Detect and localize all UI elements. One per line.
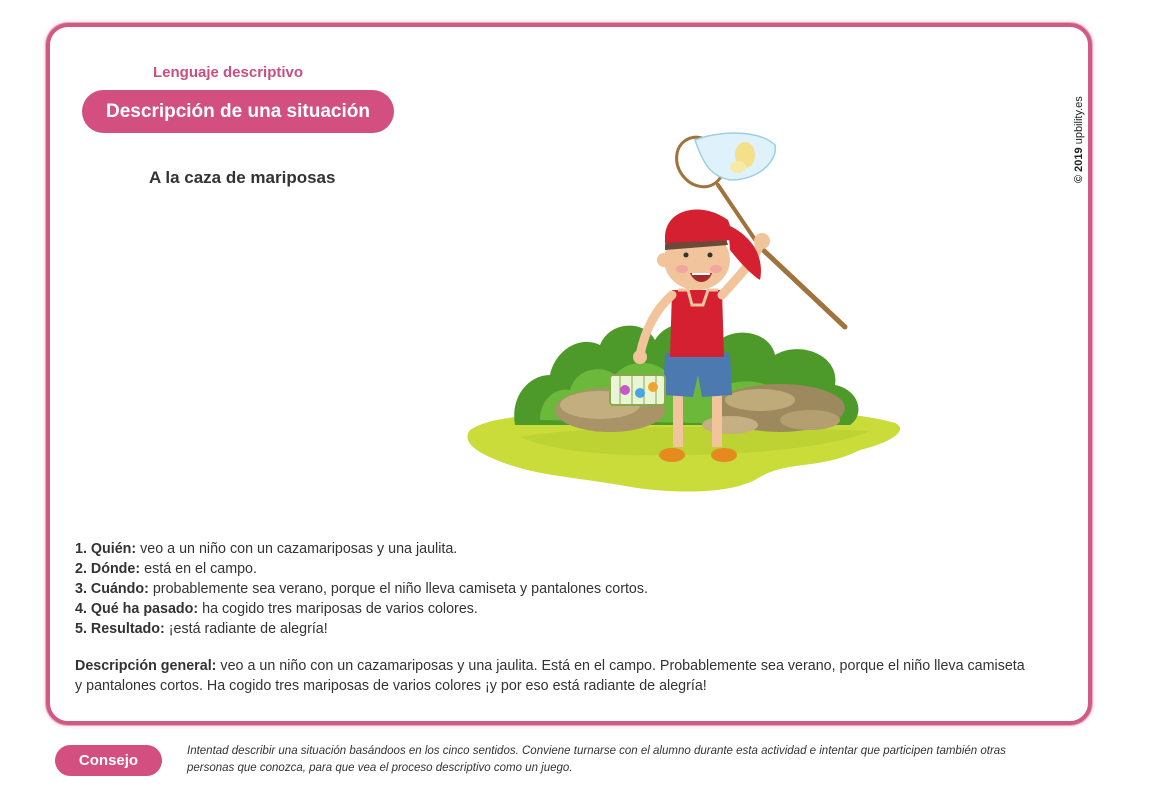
general-description [75,656,1035,696]
copyright-brand: upbility.es [1073,96,1085,145]
boy-catching-butterflies-illustration [460,125,910,510]
step-text: ha cogido tres mariposas de varios colores. [202,601,478,617]
step-label: 5. Resultado: [75,621,165,637]
copyright-year: © 2019 [1073,147,1085,183]
step-text: veo a un niño con un cazamariposas y una jaulita. [140,541,458,557]
tip-text: Intentad describir una situación basándoos en los cinco sentidos. Conviene turnarse con el alumno durante esta actividad e intentar que participen también otras personas que conozca, para que vea el proceso descriptivo como un juego. [187,745,1006,774]
list-item [75,579,648,599]
general-description-label: Descripción general: [75,658,217,674]
worksheet-subtitle: Lenguaje descriptivo [153,64,304,81]
step-label: 1. Quién: [75,541,137,557]
list-item [75,619,648,639]
list-item [75,559,648,579]
general-description-text: veo a un niño con un cazamariposas y una jaulita. Está en el campo. Probablemente sea verano, porque el niño lleva camiseta y pantalones cortos. Ha cogido tres mariposas de varios colores ¡y por eso está radiante de alegría! [75,658,1025,694]
step-text: probablemente sea verano, porque el niño lleva camiseta y pantalones cortos. [152,581,648,597]
worksheet-title-badge: Descripción de una situación [82,90,394,133]
tip-badge: Consejo [55,745,162,776]
guided-steps-list [75,539,648,639]
step-label: 2. Dónde: [75,561,141,577]
list-item [75,599,648,619]
step-text: está en el campo. [144,561,257,577]
story-title: A la caza de mariposas [149,168,336,187]
step-label: 4. Qué ha pasado: [75,601,199,617]
list-item [75,539,648,559]
copyright-notice [1073,96,1085,183]
step-text: ¡está radiante de alegría! [168,621,328,637]
step-label: 3. Cuándo: [75,581,149,597]
